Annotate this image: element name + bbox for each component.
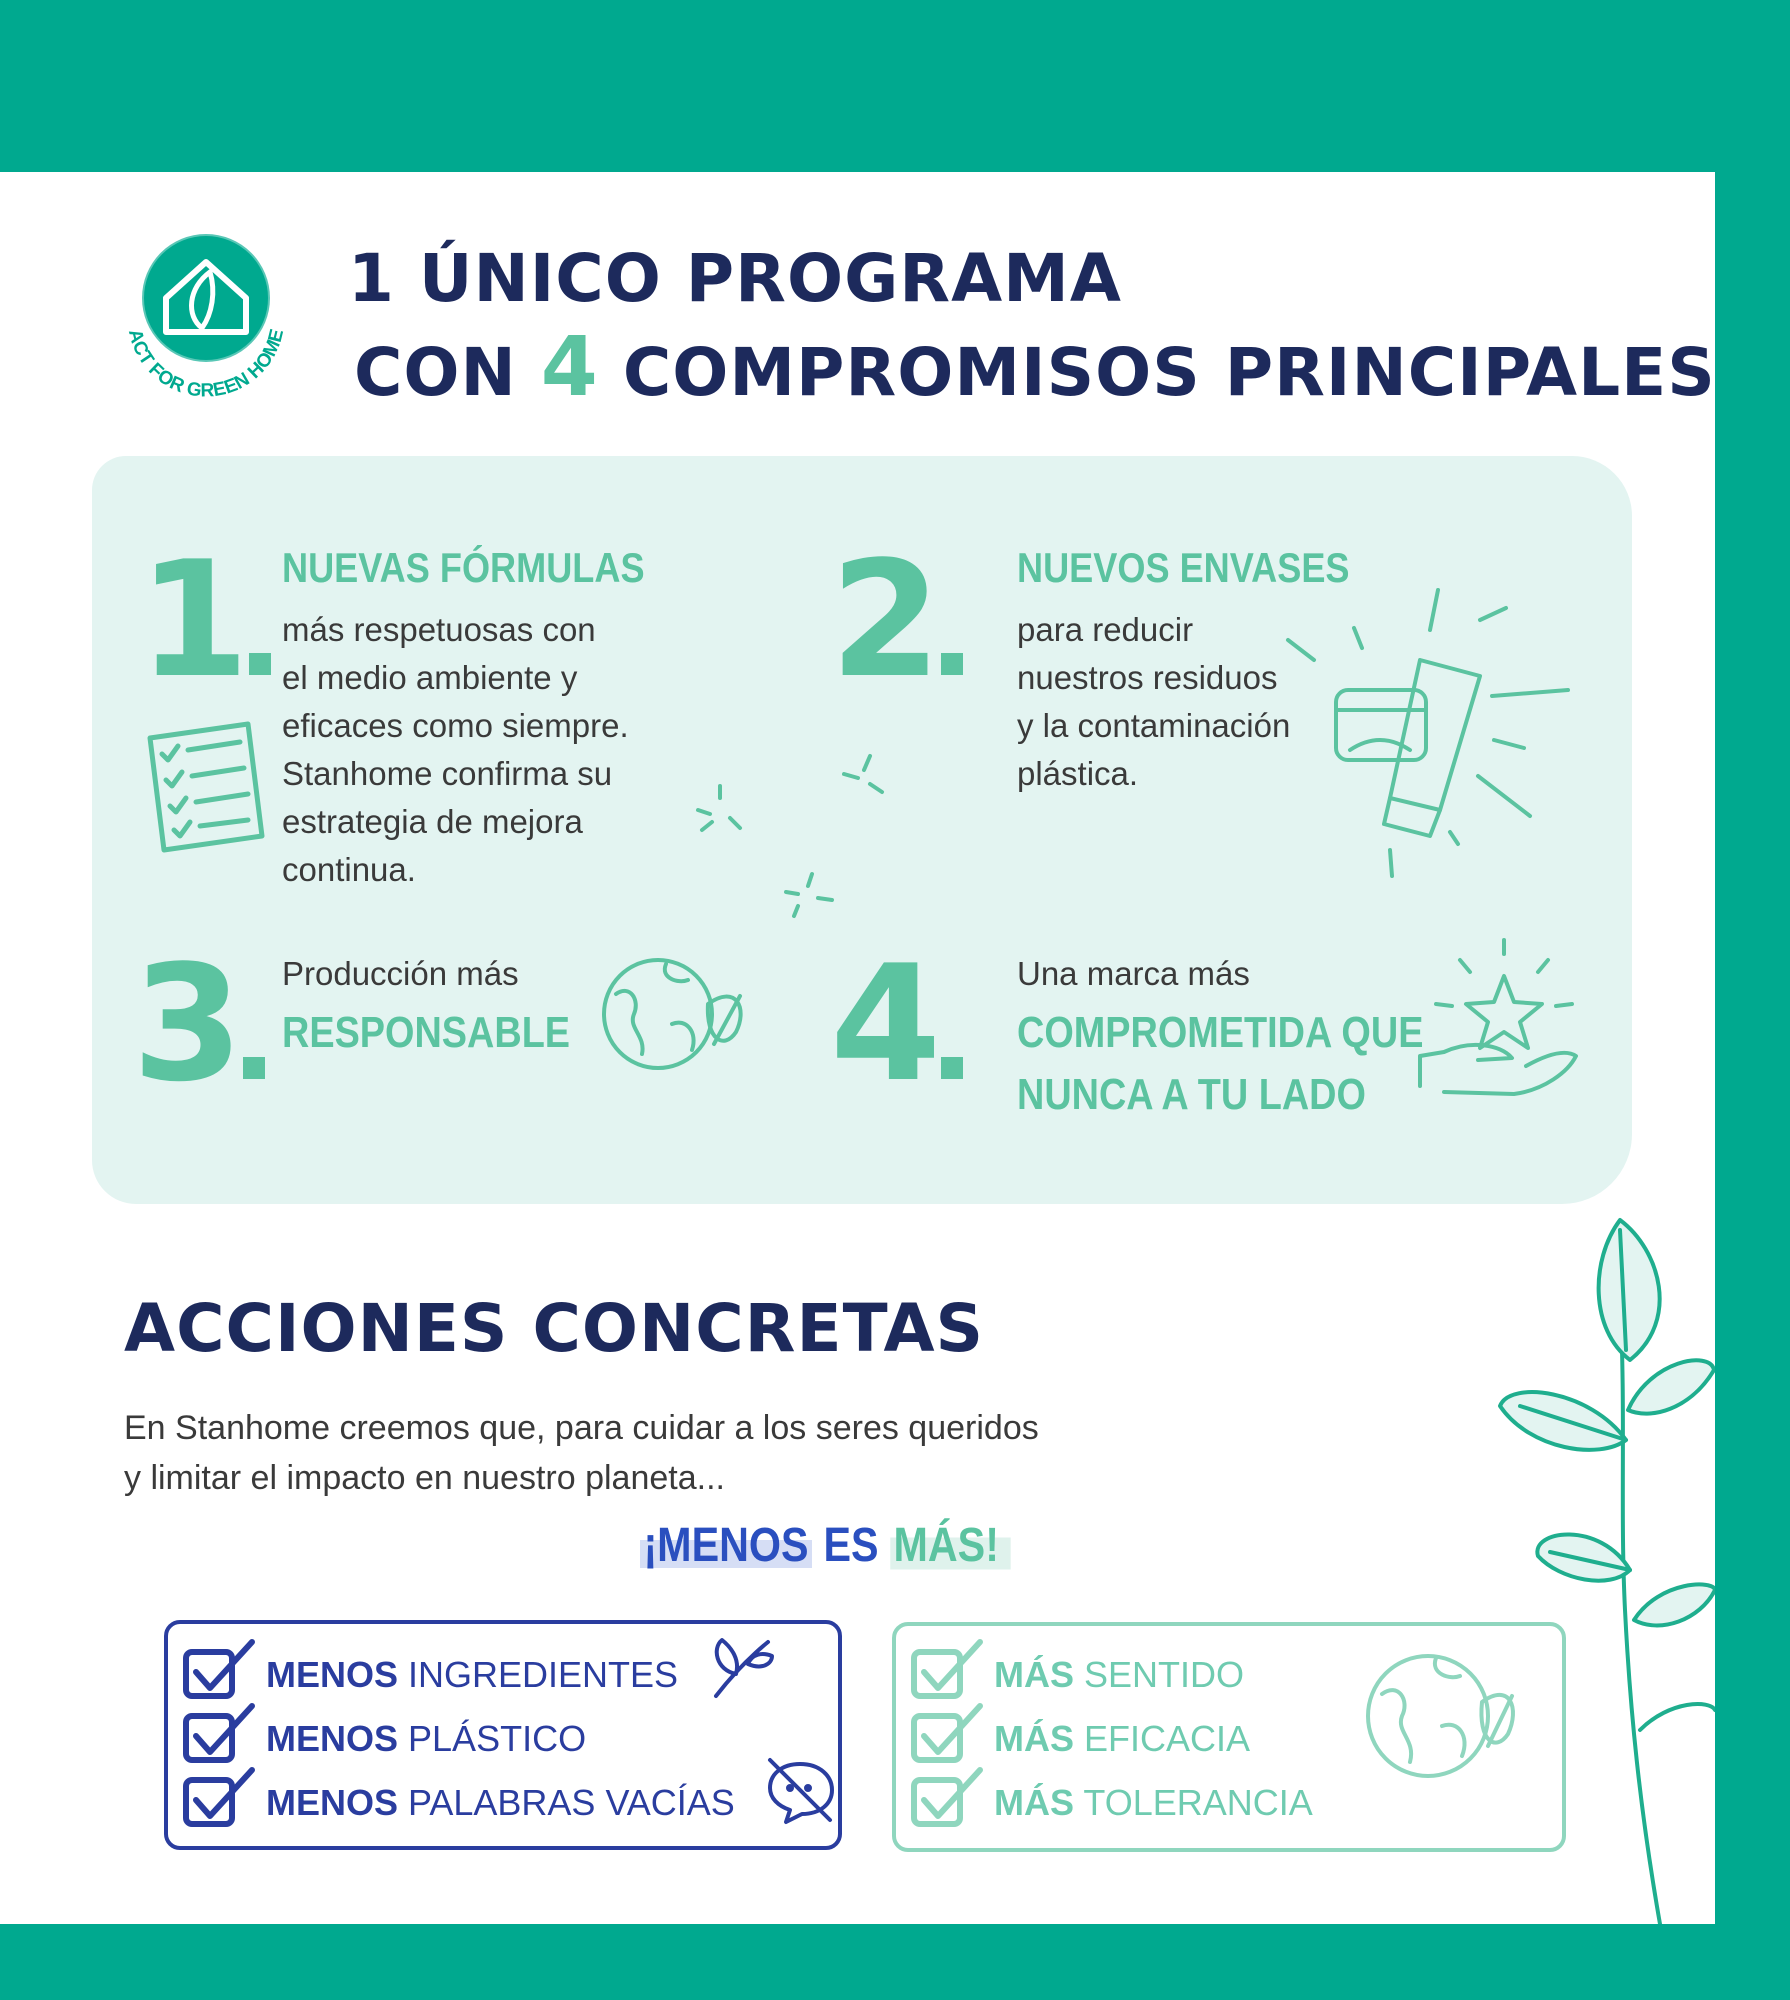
logo-text: ACT FOR GREEN HOME bbox=[123, 327, 289, 402]
hand-star-icon bbox=[1414, 936, 1584, 1116]
title-line-2 bbox=[354, 320, 1716, 415]
commitment-2-heading: NUEVOS ENVASES bbox=[1017, 544, 1350, 591]
acciones-intro: En Stanhome creemos que, para cuidar a los seres queridos y limitar el impacto en nuestro planeta... bbox=[124, 1409, 1039, 1497]
title-line-1: 1 ÚNICO PROGRAMA bbox=[348, 240, 1122, 317]
title-con: CON bbox=[354, 334, 517, 411]
checklist-icon bbox=[140, 718, 270, 858]
bottom-band bbox=[0, 1924, 1790, 2000]
commitment-3-highlight: RESPONSABLE bbox=[282, 1008, 571, 1057]
slogan bbox=[640, 1518, 1011, 1573]
commitment-4-intro: Una marca más bbox=[1017, 955, 1250, 992]
packaging-icon bbox=[1280, 580, 1600, 880]
mas-item: MÁS TOLERANCIA bbox=[896, 1776, 1556, 1826]
leaf-icon bbox=[706, 1634, 776, 1704]
commitment-2-number: 2 bbox=[830, 540, 963, 700]
no-speech-bubble-icon bbox=[764, 1754, 836, 1826]
menos-item: MENOS PLÁSTICO bbox=[168, 1712, 828, 1762]
menos-item: MENOS PALABRAS VACÍAS bbox=[168, 1776, 828, 1826]
house-leaf-icon bbox=[108, 228, 304, 424]
commitment-1-number: 1 bbox=[138, 540, 271, 700]
logo bbox=[108, 228, 304, 424]
globe-leaf-icon bbox=[596, 954, 752, 1074]
globe-leaf-icon bbox=[1362, 1646, 1522, 1786]
title-four: 4 bbox=[540, 320, 599, 415]
commitment-4-number: 4 bbox=[830, 944, 963, 1104]
slogan-menos: ¡MENOS bbox=[640, 1519, 812, 1572]
commitment-1-body: más respetuosas con el medio ambiente y eficaces como siempre. Stanhome confirma su estrategia de mejora continua. bbox=[282, 611, 629, 888]
mas-box bbox=[892, 1622, 1566, 1852]
acciones-title: ACCIONES CONCRETAS bbox=[124, 1290, 985, 1367]
menos-box bbox=[164, 1620, 842, 1850]
checkbox-checked-icon bbox=[908, 1636, 988, 1706]
commitment-3-intro: Producción más bbox=[282, 955, 519, 992]
sparkle-icon-1 bbox=[690, 780, 750, 840]
slogan-es: ES bbox=[823, 1519, 879, 1572]
checkbox-checked-icon bbox=[180, 1700, 260, 1770]
commitment-1-heading: NUEVAS FÓRMULAS bbox=[282, 544, 645, 591]
title-compromisos: COMPROMISOS PRINCIPALES bbox=[622, 334, 1716, 411]
sparkle-icon-2 bbox=[840, 752, 890, 802]
commitment-2-body: para reducir nuestros residuos y la contaminación plástica. bbox=[1017, 611, 1291, 792]
checkbox-checked-icon bbox=[180, 1764, 260, 1834]
checkbox-checked-icon bbox=[180, 1636, 260, 1706]
checkbox-checked-icon bbox=[908, 1700, 988, 1770]
slogan-mas: MÁS! bbox=[890, 1519, 1011, 1572]
menos-item: MENOS INGREDIENTES bbox=[168, 1648, 828, 1698]
checkbox-checked-icon bbox=[908, 1764, 988, 1834]
commitment-4-highlight: COMPROMETIDA QUE NUNCA A TU LADO bbox=[1017, 1008, 1424, 1119]
mas-item: MÁS EFICACIA bbox=[896, 1712, 1556, 1762]
mas-item: MÁS SENTIDO bbox=[896, 1648, 1556, 1698]
commitment-3-number: 3 bbox=[132, 944, 265, 1104]
sparkle-icon-3 bbox=[782, 870, 838, 920]
